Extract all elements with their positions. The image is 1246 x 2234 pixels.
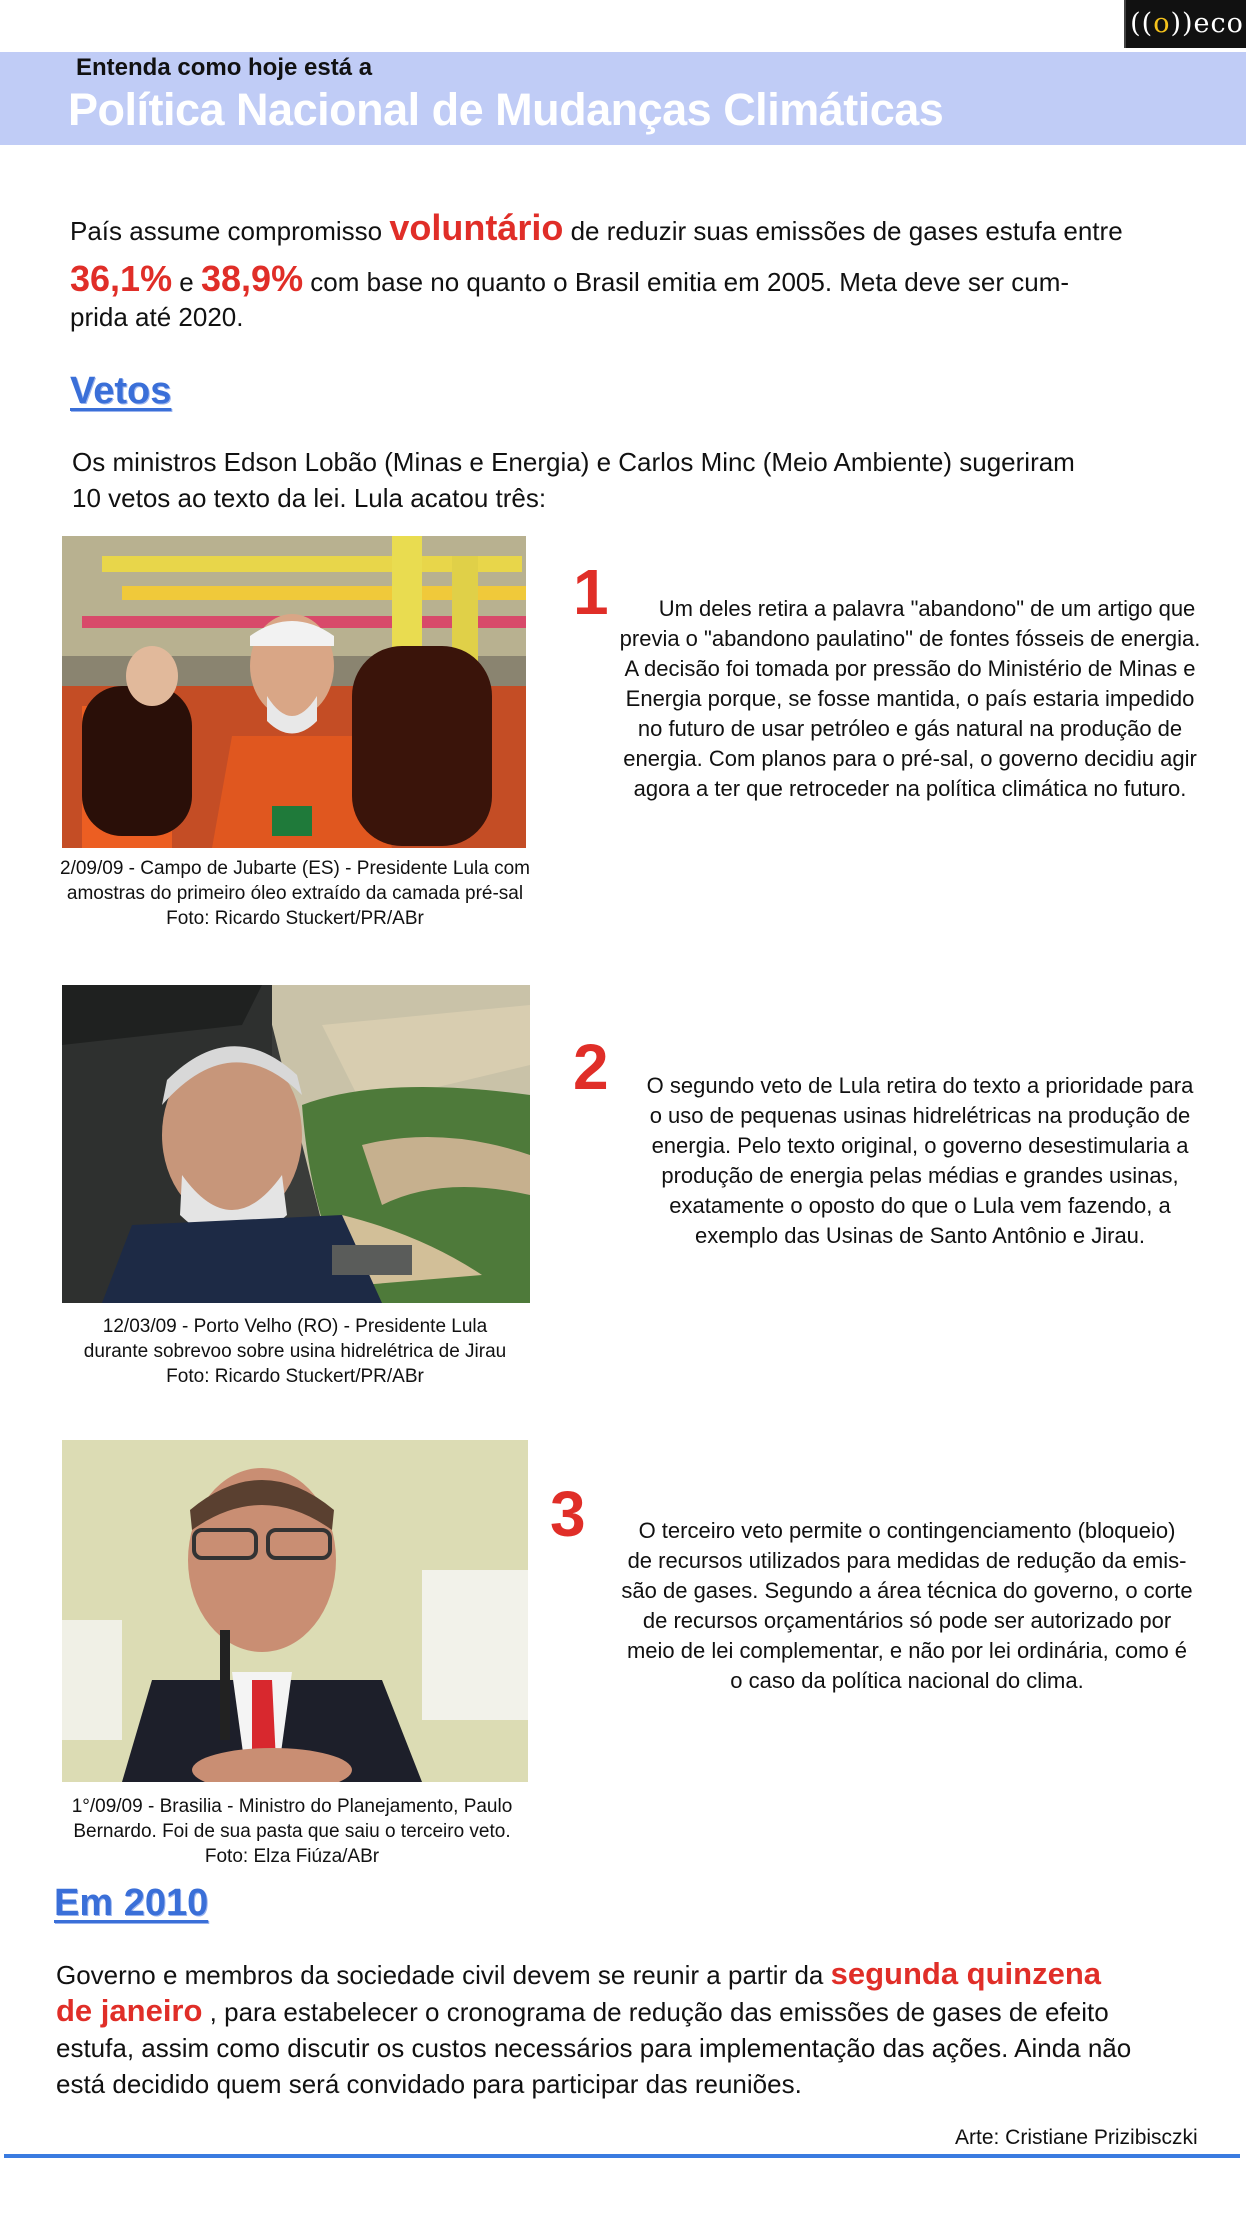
intro-highlight-percent-1: 36,1%	[70, 258, 173, 299]
em-2010-paragraph	[56, 1956, 1186, 2102]
caption-line: durante sobrevoo sobre usina hidrelétrica de Jirau	[83, 1341, 507, 1362]
intro-text: e	[172, 267, 201, 297]
footer-divider	[4, 2154, 1240, 2158]
veto-2-text	[610, 1071, 1230, 1251]
outro-highlight: segunda quinzena	[830, 1956, 1102, 1991]
veto-line: exatamente o oposto do que o Lula vem fazendo, a	[669, 1193, 1171, 1218]
vetos-heading: Vetos	[70, 370, 172, 412]
veto-line: Energia porque, se fosse mantida, o país estaria impedido	[625, 686, 1195, 711]
outro-text: Governo e membros da sociedade civil devem se reunir a partir da	[56, 1960, 831, 1990]
intro-text: com base no quanto o Brasil emitia em 2005. Meta deve ser cum-	[303, 267, 1070, 297]
author-credit: Arte: Cristiane Prizibisczki	[955, 2126, 1198, 2149]
caption-photo-1	[55, 856, 535, 931]
caption-photo-2	[55, 1314, 535, 1389]
veto-line: são de gases. Segundo a área técnica do governo, o corte	[621, 1578, 1193, 1603]
em-2010-heading: Em 2010	[54, 1882, 209, 1924]
caption-line: amostras do primeiro óleo extraído da camada pré-sal	[66, 883, 524, 904]
intro-highlight-voluntario: voluntário	[389, 207, 564, 248]
veto-line: no futuro de usar petróleo e gás natural na produção de	[637, 716, 1183, 741]
veto-line: agora a ter que retroceder na política climática no futuro.	[633, 776, 1187, 801]
outro-text: estufa, assim como discutir os custos necessários para implementação das ações. Ainda não	[56, 2033, 1132, 2063]
veto-line: de recursos orçamentários só pode ser autorizado por	[642, 1608, 1172, 1633]
logo-mid: o	[1153, 8, 1171, 39]
veto-1-text	[590, 594, 1230, 804]
photo-paulo-bernardo	[62, 1440, 528, 1782]
veto-line: exemplo das Usinas de Santo Antônio e Jirau.	[694, 1223, 1146, 1248]
veto-line: o uso de pequenas usinas hidrelétricas na produção de	[649, 1103, 1191, 1128]
logo-open: ((	[1130, 8, 1154, 39]
veto-line: A decisão foi tomada por pressão do Ministério de Minas e	[624, 656, 1196, 681]
veto-line: produção de energia pelas médias e grandes usinas,	[661, 1163, 1179, 1188]
veto-number-2: 2	[573, 1031, 609, 1103]
veto-line: energia. Pelo texto original, o governo desestimularia a	[651, 1133, 1189, 1158]
header-kicker: Entenda como hoje está a	[76, 54, 373, 81]
veto-number-1: 1	[573, 556, 609, 628]
veto-line: meio de lei complementar, e não por lei ordinária, como é	[626, 1638, 1188, 1663]
intro-text: prida até 2020.	[70, 302, 244, 332]
page-title: Política Nacional de Mudanças Climáticas	[68, 84, 944, 135]
photo-lula-oil-samples	[62, 536, 526, 848]
veto-line: previa o "abandono paulatino" de fontes fósseis de energia.	[619, 626, 1201, 651]
veto-line: O terceiro veto permite o contingenciamento (bloqueio)	[638, 1518, 1176, 1543]
intro-highlight-percent-2: 38,9%	[201, 258, 304, 299]
outro-text: está decidido quem será convidado para participar das reuniões.	[56, 2069, 802, 2099]
outro-highlight: de janeiro	[56, 1993, 203, 2028]
vetos-intro	[72, 444, 1152, 516]
caption-line: Foto: Ricardo Stuckert/PR/ABr	[166, 908, 424, 929]
logo-close: ))	[1170, 8, 1194, 39]
veto-line: Um deles retira a palavra "abandono" de um artigo que	[658, 596, 1196, 621]
veto-line: o caso da política nacional do clima.	[730, 1668, 1084, 1693]
logo-word: eco	[1193, 8, 1244, 39]
intro-text: País assume compromisso	[70, 216, 390, 246]
veto-line: de recursos utilizados para medidas de redução da emis-	[627, 1548, 1187, 1573]
caption-line: 1°/09/09 - Brasilia - Ministro do Planejamento, Paulo	[71, 1796, 513, 1817]
caption-photo-3	[52, 1794, 532, 1869]
caption-line: 12/03/09 - Porto Velho (RO) - Presidente Lula	[102, 1316, 488, 1337]
veto-line: O segundo veto de Lula retira do texto a prioridade para	[646, 1073, 1194, 1098]
veto-number-3: 3	[550, 1478, 586, 1550]
veto-3-text	[596, 1516, 1218, 1696]
caption-line: 2/09/09 - Campo de Jubarte (ES) - Presidente Lula com	[60, 858, 530, 879]
vetos-intro-line: 10 vetos ao texto da lei. Lula acatou três:	[72, 483, 547, 513]
photo-lula-helicopter	[62, 985, 530, 1303]
caption-line: Foto: Ricardo Stuckert/PR/ABr	[166, 1366, 424, 1387]
veto-line: energia. Com planos para o pré-sal, o governo decidiu agir	[623, 746, 1197, 771]
intro-text: de reduzir suas emissões de gases estufa entre	[563, 216, 1123, 246]
caption-line: Bernardo. Foi de sua pasta que saiu o terceiro veto.	[73, 1821, 511, 1842]
caption-line: Foto: Elza Fiúza/ABr	[204, 1846, 380, 1867]
vetos-intro-line: Os ministros Edson Lobão (Minas e Energia) e Carlos Minc (Meio Ambiente) sugeriram	[72, 447, 1075, 477]
oeco-logo	[1124, 0, 1246, 48]
intro-paragraph	[70, 204, 1190, 334]
outro-text: , para estabelecer o cronograma de redução das emissões de gases de efeito	[202, 1997, 1109, 2027]
